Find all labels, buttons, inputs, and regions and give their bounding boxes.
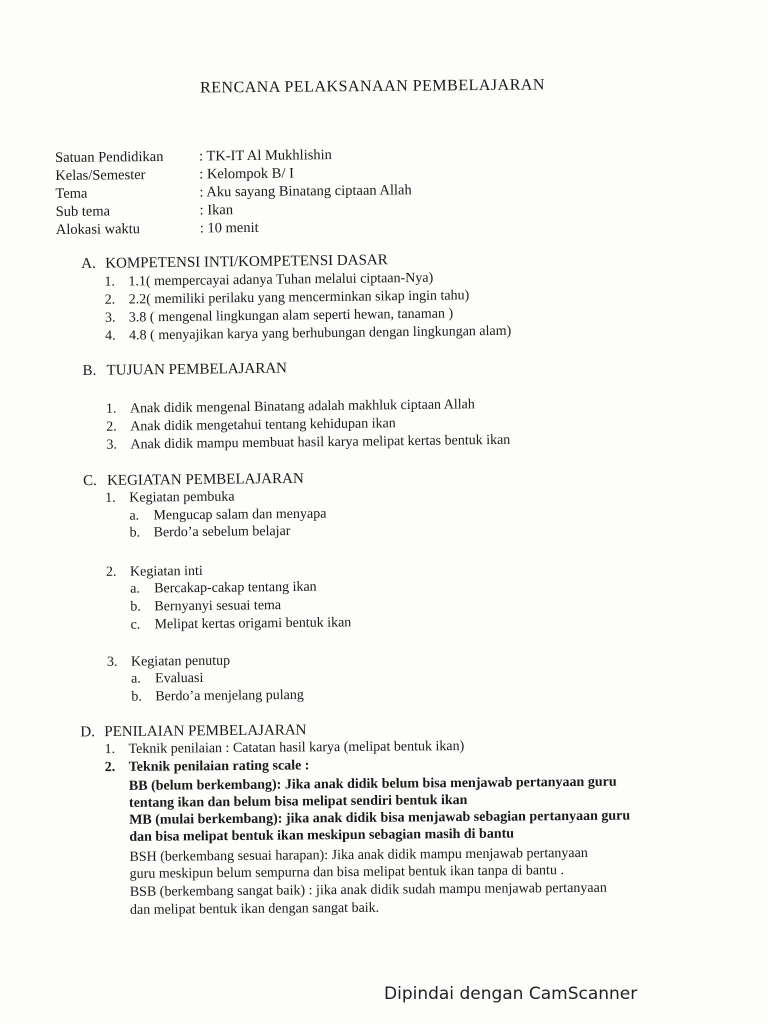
list-item (131, 688, 304, 706)
section-title: TUJUAN PEMBELAJARAN (106, 360, 288, 379)
list-item (130, 598, 281, 616)
section-heading (81, 252, 388, 273)
item-marker: a. (129, 508, 140, 524)
item-marker: 1. (104, 742, 116, 758)
item-marker: 3. (106, 654, 118, 670)
identity-label: Alokasi waktu (55, 221, 141, 238)
item-marker: 1. (105, 401, 117, 417)
item-marker: 2. (106, 419, 117, 435)
item-marker: 4. (105, 328, 116, 344)
list-item (105, 306, 453, 326)
item-marker: 2. (105, 564, 117, 580)
identity-value: : 10 menit (199, 219, 259, 237)
list-item (131, 671, 203, 688)
section-marker: B. (82, 362, 97, 380)
section-title: KEGIATAN PEMBELAJARAN (106, 470, 304, 489)
document-title: RENCANA PELAKSANAAN PEMBELAJARAN (199, 76, 546, 97)
identity-label: Tema (55, 185, 88, 202)
item-text: 2.2( memiliki perilaku yang mencerminkan sikap ingin tahu) (128, 288, 470, 308)
item-text: Kegiatan pembuka (129, 489, 235, 506)
activity-group-title (106, 564, 203, 581)
rating-scale-line: guru meskipun belum sempurna dan bisa melipat bentuk ikan tanpa di bantu . (129, 863, 564, 882)
rating-scale-line: dan bisa melipat bentuk ikan meskipun sebagian masih di bantu (129, 826, 515, 845)
item-text: Bernyanyi sesuai tema (154, 598, 282, 615)
identity-label: Satuan Pendidikan (55, 148, 164, 166)
list-item (106, 433, 510, 454)
item-marker: 2. (104, 760, 116, 776)
item-marker: 1. (105, 490, 116, 506)
section-marker: C. (82, 473, 97, 490)
section-heading (82, 361, 287, 380)
section-title: KOMPETENSI INTI/KOMPETENSI DASAR (105, 252, 388, 272)
item-text: Teknik penilaian rating scale : (128, 758, 310, 775)
activity-group-title (107, 654, 230, 671)
item-text: 3.8 ( mengenal lingkungan alam seperti hewan, tanaman ) (128, 306, 454, 326)
item-text: Anak didik mengetahui tentang kehidupan ikan (130, 416, 396, 435)
item-text: Bercakap-cakap tentang ikan (154, 579, 317, 597)
list-item (130, 580, 317, 598)
item-marker: b. (130, 599, 141, 615)
item-text: Anak didik mengenal Binatang adalah makhluk ciptaan Allah (129, 397, 475, 417)
list-item (129, 507, 326, 525)
item-marker: 2. (104, 292, 116, 308)
item-marker: 1. (104, 274, 116, 290)
list-item (105, 288, 470, 308)
item-text: Berdo’a menjelang pulang (155, 687, 304, 705)
item-text: Berdo’a sebelum belajar (153, 523, 291, 541)
section-marker: D. (80, 724, 96, 741)
identity-value: : Kelompok B/ I (199, 165, 294, 183)
list-item (130, 615, 351, 633)
rating-scale-line: MB (mulai berkembang): jika anak didik bisa menjawab sebagian pertanyaan guru (129, 808, 631, 828)
item-marker: 3. (104, 310, 116, 326)
list-item (105, 324, 511, 345)
list-item (130, 524, 291, 542)
item-text: Kegiatan inti (129, 563, 203, 580)
item-marker: a. (130, 581, 140, 597)
identity-value: : TK-IT Al Mukhlishin (198, 147, 332, 165)
item-text: Anak didik mampu membuat hasil karya melipat kertas bentuk ikan (130, 432, 511, 453)
item-marker: a. (131, 671, 141, 687)
item-marker: c. (130, 617, 141, 633)
item-text: 1.1( mempercayai adanya Tuhan melalui ciptaan-Nya) (128, 270, 434, 290)
item-text: Melipat kertas origami bentuk ikan (154, 615, 352, 633)
item-text: 4.8 ( menyajikan karya yang berhubungan dengan lingkungan alam) (129, 323, 512, 344)
section-heading (83, 471, 304, 490)
scanner-watermark: Dipindai dengan CamScanner (384, 984, 638, 1004)
rating-scale-line: dan melipat bentuk ikan dengan sangat baik. (129, 900, 380, 918)
activity-group-title (105, 490, 235, 507)
section-marker: A. (81, 255, 96, 273)
identity-value: : Ikan (199, 202, 234, 219)
list-item (104, 271, 433, 291)
item-text: Kegiatan penutup (130, 653, 231, 670)
item-text: Mengucap salam dan menyapa (153, 506, 327, 524)
list-item (104, 739, 464, 758)
item-text: Evaluasi (155, 670, 204, 687)
section-heading (80, 722, 306, 741)
identity-label: Kelas/Semester (55, 167, 146, 184)
item-text: Teknik penilaian : Catatan hasil karya (melipat bentuk ikan) (128, 738, 465, 757)
item-marker: 3. (106, 437, 118, 453)
identity-table (55, 147, 412, 240)
list-item (106, 416, 396, 436)
rating-scale-line: BSH (berkembang sesuai harapan): Jika anak didik mampu menjawab pertanyaan (129, 845, 588, 865)
list-item (106, 397, 475, 418)
rating-scale-line: BSB (berkembang sangat baik) : jika anak didik sudah mampu menjawab pertanyaan (129, 880, 607, 900)
list-item (105, 758, 310, 776)
identity-value: : Aku sayang Binatang ciptaan Allah (199, 182, 412, 201)
section-title: PENILAIAN PEMBELAJARAN (104, 722, 307, 741)
item-marker: b. (129, 525, 141, 541)
rating-scale-line: BB (belum berkembang): Jika anak didik belum bisa menjawab pertanyaan guru (128, 774, 617, 794)
item-marker: b. (131, 689, 142, 705)
rating-scale-line: tentang ikan dan belum bisa melipat sendiri bentuk ikan (128, 792, 468, 811)
identity-label: Sub tema (55, 203, 111, 220)
